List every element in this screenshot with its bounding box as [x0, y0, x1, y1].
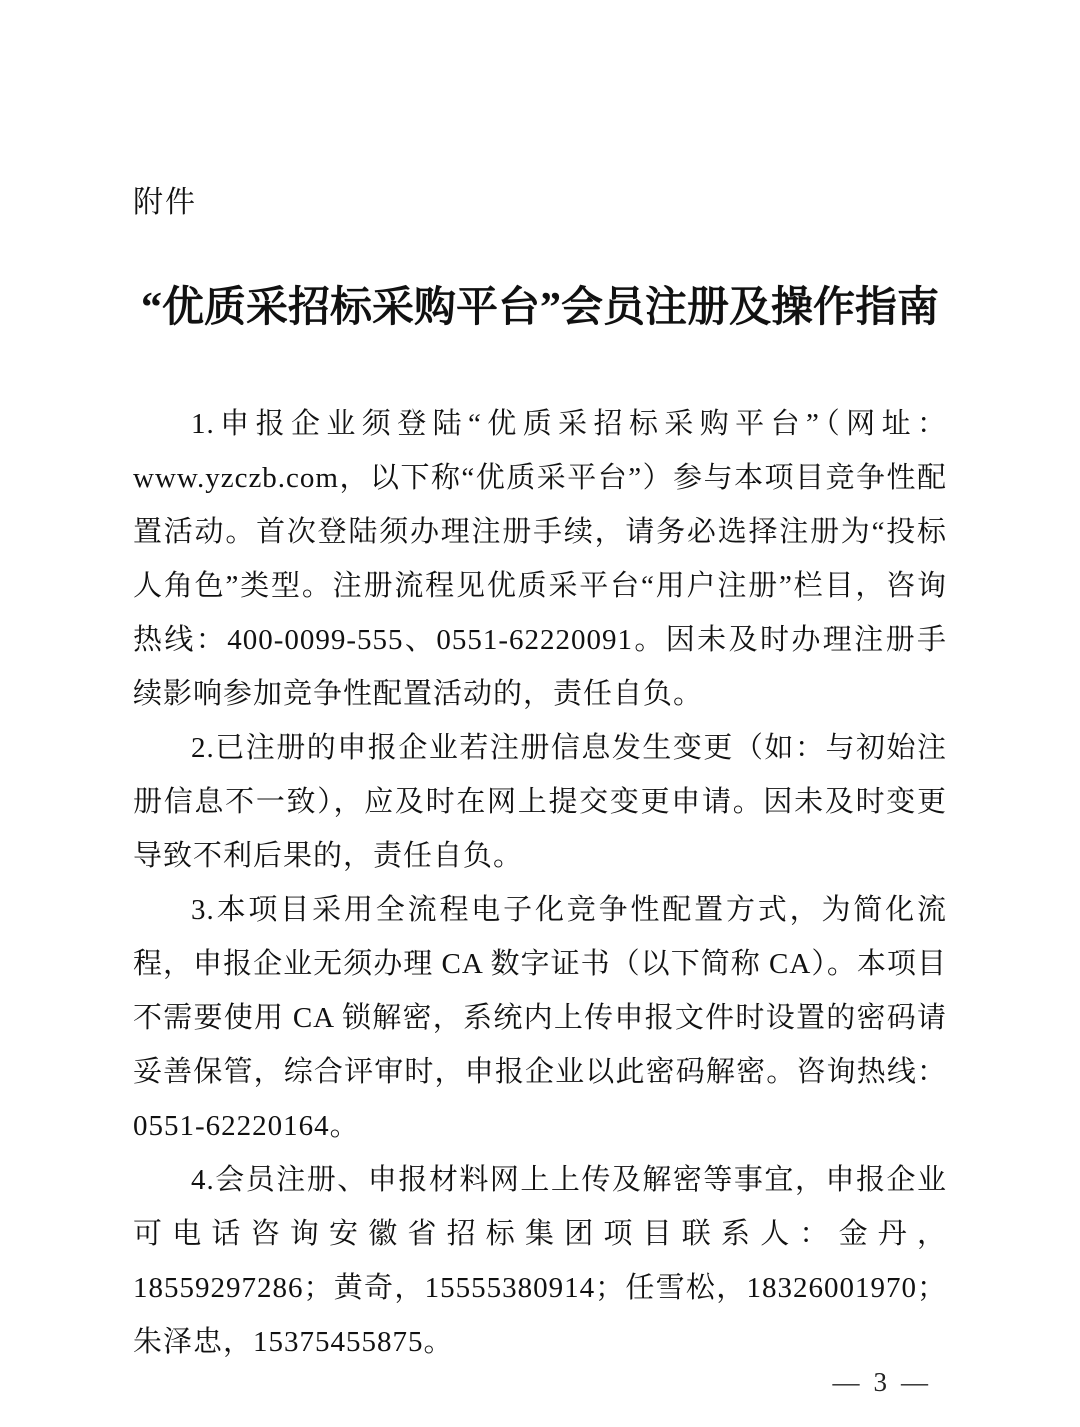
paragraph-contacts: 4.会员注册、申报材料网上上传及解密等事宜，申报企业可电话咨询安徽省招标集团项目联系人：金丹，18559297286；黄奇，15555380914；任雪松，18326001970；朱泽忠，15375455875。	[133, 1164, 947, 1358]
paragraph-registration: 1.申报企业须登陆“优质采招标采购平台”（网址：www.yzczb.com，以下称“优质采平台”）参与本项目竞争性配置活动。首次登陆须办理注册手续，请务必选择注册为“投标人角色”类型。注册流程见优质采平台“用户注册”栏目，咨询热线：400-0099-555、0551-62220091。因未及时办理注册手续影响参加竞争性配置活动的，责任自负。	[133, 408, 947, 710]
attachment-label: 附件	[133, 186, 197, 219]
paragraph-ca-certificate: 3.本项目采用全流程电子化竞争性配置方式，为简化流程，申报企业无须办理 CA 数字证书（以下简称 CA）。本项目不需要使用 CA 锁解密，系统内上传申报文件时设置的密码请妥善保管，综合评审时，申报企业以此密码解密。咨询热线：0551-62220164。	[133, 894, 947, 1142]
page-footer	[833, 1366, 929, 1398]
document-title: “优质采招标采购平台”会员注册及操作指南	[140, 285, 939, 331]
document-body	[133, 397, 947, 1369]
page-number-dash-right: —	[901, 1367, 928, 1397]
page-number: 3	[873, 1367, 887, 1397]
paragraph-info-change: 2.已注册的申报企业若注册信息发生变更（如：与初始注册信息不一致），应及时在网上提交变更申请。因未及时变更导致不利后果的，责任自负。	[133, 732, 947, 872]
page-number-dash-left: —	[832, 1367, 860, 1397]
